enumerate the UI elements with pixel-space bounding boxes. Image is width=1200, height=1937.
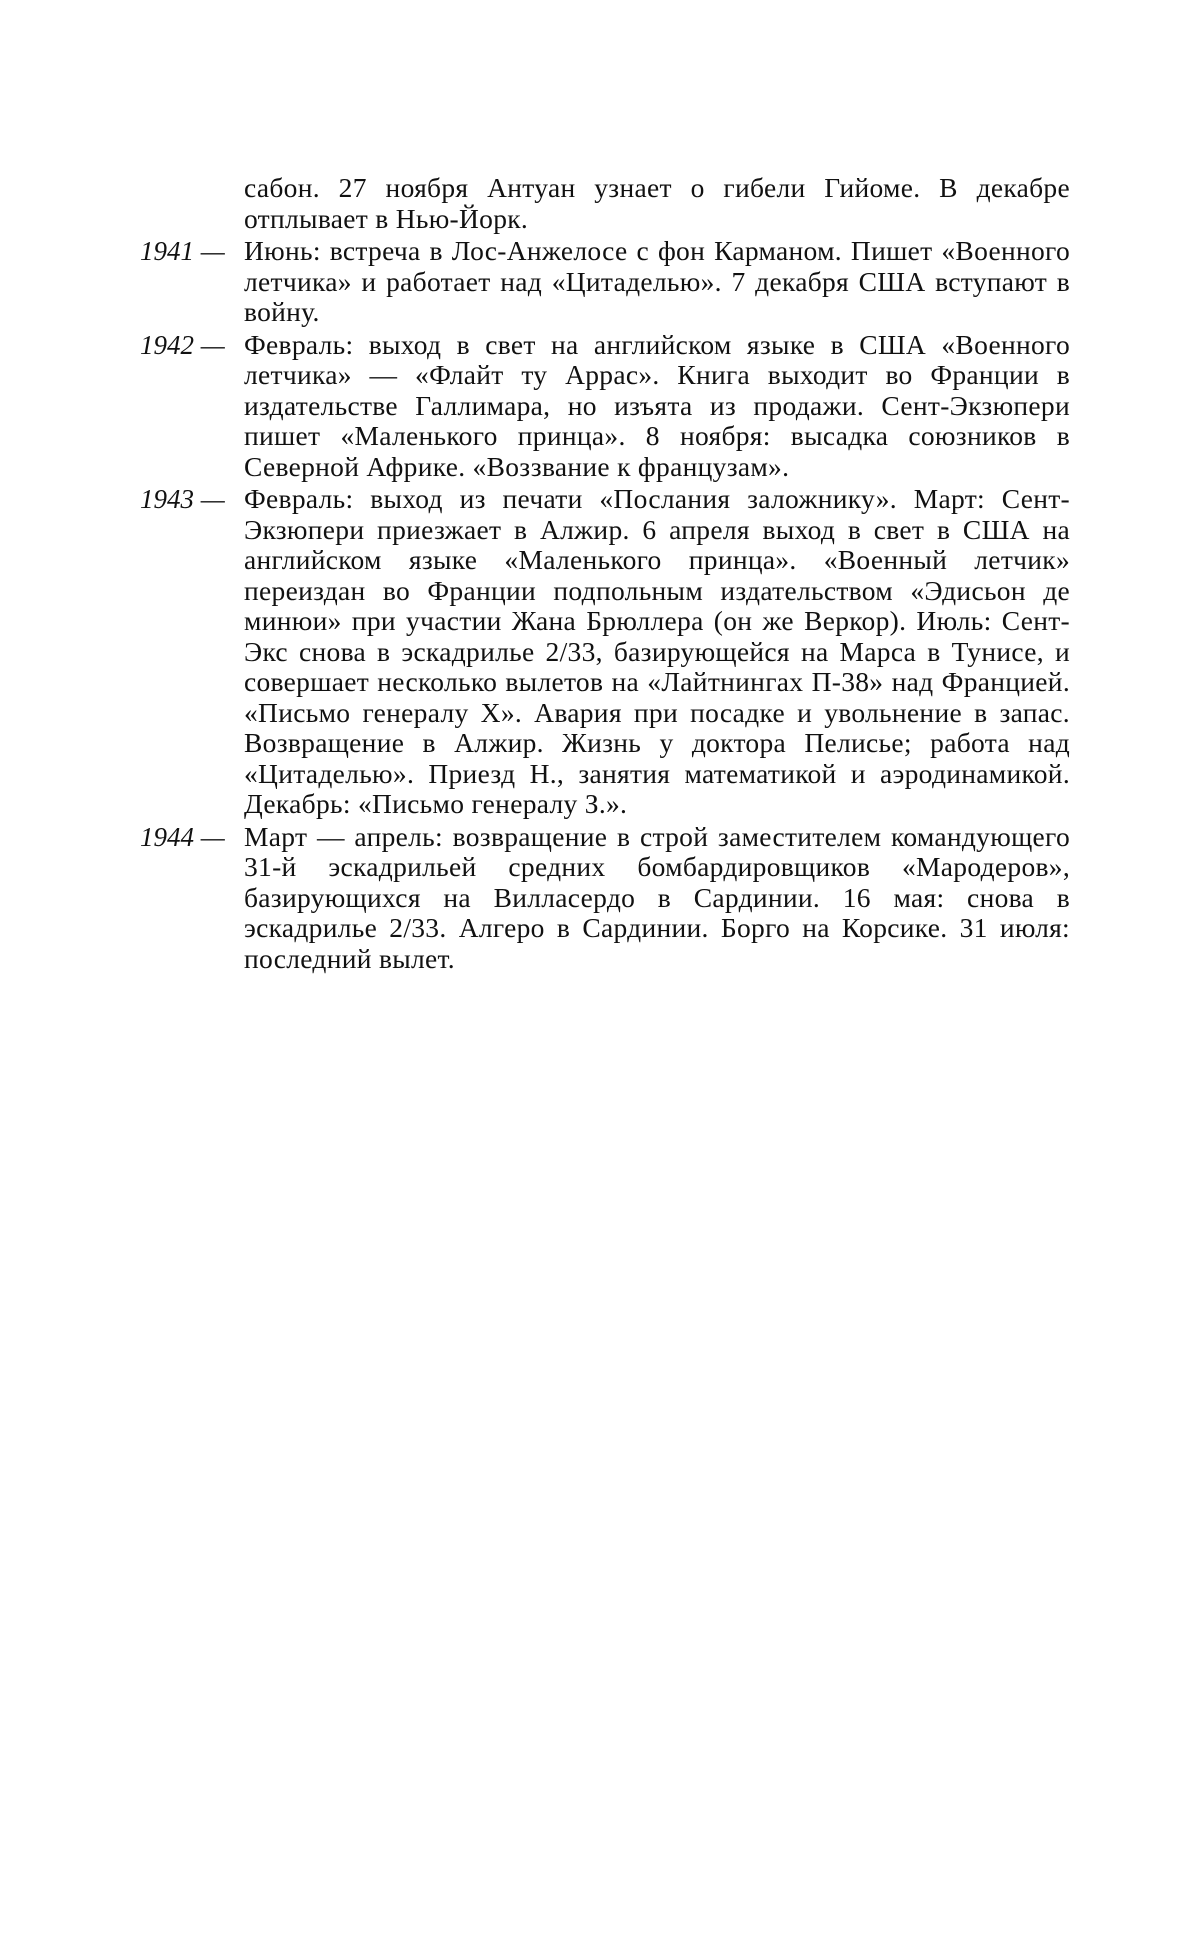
chronology-entry-continuation xyxy=(140,173,1070,234)
chronology-list xyxy=(140,173,1070,974)
chronology-entry-1944 xyxy=(140,822,1070,975)
entry-year: 1941 — xyxy=(140,236,225,266)
entry-year: 1944 — xyxy=(140,821,225,852)
chronology-entry-1942 xyxy=(140,330,1070,483)
entry-text: сабон. 27 ноября Антуан узнает о гибели Гийоме. В декабре отплывает в Нью-Йорк. xyxy=(244,172,1070,234)
entry-text: Февраль: выход из печати «Послания заложнику». Март: Сент-Экзюпери приезжает в Алжир. 6 апреля выход в свет в США на английском языке «Маленького принца». «Военный летчик» переиздан во Франции подпольным издательством «Эдисьон де минюи» при участии Жана Брюллера (он же Веркор). Июль: Сент-Экс снова в эскадрилье 2/33, базирующейся на Марса в Тунисе, и совершает несколько вылетов на «Лайтнингах П-38» над Францией. «Письмо генералу Х». Авария при посадке и увольнение в запас. Возвращение в Алжир. Жизнь у доктора Пелисье; работа над «Цитаделью». Приезд Н., занятия математикой и аэродинамикой. Декабрь: «Письмо генералу З.». xyxy=(244,483,1070,819)
chronology-entry-1943 xyxy=(140,484,1070,820)
entry-year: 1942 — xyxy=(140,329,225,360)
entry-text: Февраль: выход в свет на английском языке в США «Военного летчика» — «Флайт ту Аррас». Книга выходит во Франции в издательстве Галлимара, но изъята из продажи. Сент-Экзюпери пишет «Маленького принца». 8 ноября: высадка союзников в Северной Африке. «Воззвание к французам». xyxy=(244,328,1070,482)
entry-text: Июнь: встреча в Лос-Анжелосе с фон Карманом. Пишет «Военного летчика» и работает над «Цитаделью». 7 декабря США вступают в войну. xyxy=(244,235,1070,327)
chronology-entry-1941 xyxy=(140,236,1070,328)
entry-text: Март — апрель: возвращение в строй заместителем командующего 31-й эскадрильей средних бомбардировщиков «Мародеров», базирующихся на Вилласердо в Сардинии. 16 мая: снова в эскадрилье 2/33. Алгеро в Сардинии. Борго на Корсике. 31 июля: последний вылет. xyxy=(244,820,1070,974)
entry-year: 1943 — xyxy=(140,484,225,514)
